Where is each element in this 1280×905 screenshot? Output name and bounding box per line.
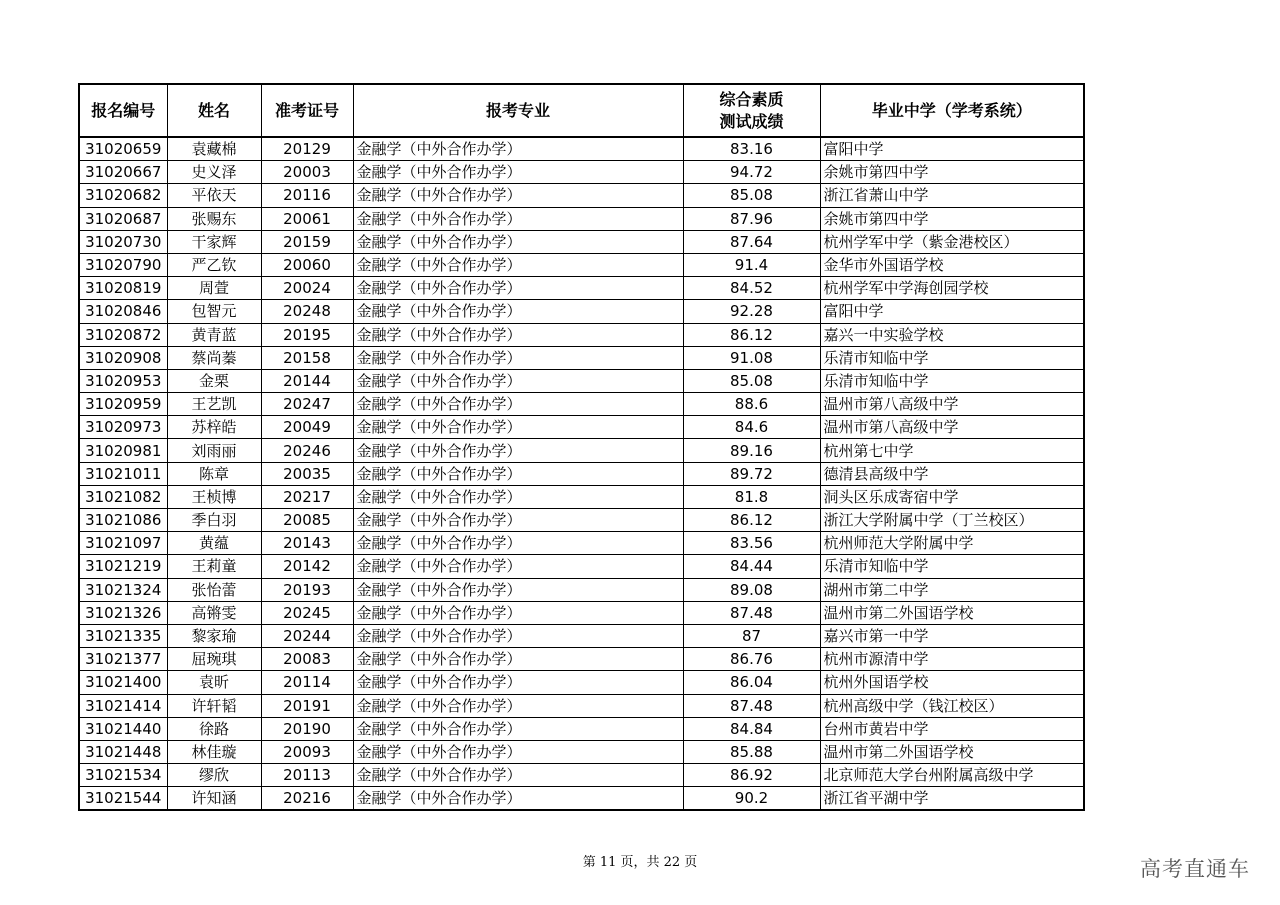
cell-score: 91.4	[683, 253, 820, 276]
cell-high-school: 温州市第二外国语学校	[820, 740, 1084, 763]
cell-registration-id: 31020872	[79, 323, 167, 346]
cell-registration-id: 31021400	[79, 671, 167, 694]
cell-exam-number: 20216	[261, 787, 353, 811]
header-high-school: 毕业中学（学考系统）	[820, 84, 1084, 137]
cell-registration-id: 31020687	[79, 207, 167, 230]
cell-major: 金融学（中外合作办学）	[353, 207, 683, 230]
table-row	[79, 184, 1084, 207]
cell-registration-id: 31021544	[79, 787, 167, 811]
cell-exam-number: 20129	[261, 137, 353, 161]
cell-exam-number: 20083	[261, 648, 353, 671]
table-header-row	[79, 84, 1084, 137]
cell-registration-id: 31020730	[79, 230, 167, 253]
table-row	[79, 532, 1084, 555]
cell-exam-number: 20024	[261, 277, 353, 300]
cell-registration-id: 31020959	[79, 393, 167, 416]
cell-name: 严乙钦	[167, 253, 261, 276]
cell-exam-number: 20190	[261, 717, 353, 740]
cell-score: 81.8	[683, 485, 820, 508]
cell-registration-id: 31021534	[79, 764, 167, 787]
cell-name: 张怡蕾	[167, 578, 261, 601]
cell-major: 金融学（中外合作办学）	[353, 323, 683, 346]
cell-name: 高锵雯	[167, 601, 261, 624]
cell-high-school: 温州市第八高级中学	[820, 416, 1084, 439]
table-row	[79, 648, 1084, 671]
cell-registration-id: 31021086	[79, 509, 167, 532]
cell-high-school: 杭州师范大学附属中学	[820, 532, 1084, 555]
cell-major: 金融学（中外合作办学）	[353, 416, 683, 439]
cell-name: 周萱	[167, 277, 261, 300]
cell-name: 林佳璇	[167, 740, 261, 763]
cell-registration-id: 31020981	[79, 439, 167, 462]
cell-exam-number: 20193	[261, 578, 353, 601]
cell-major: 金融学（中外合作办学）	[353, 740, 683, 763]
cell-registration-id: 31021324	[79, 578, 167, 601]
cell-major: 金融学（中外合作办学）	[353, 671, 683, 694]
cell-registration-id: 31020846	[79, 300, 167, 323]
table-row	[79, 787, 1084, 811]
cell-score: 86.12	[683, 509, 820, 532]
table-row	[79, 346, 1084, 369]
table-row	[79, 439, 1084, 462]
cell-score: 86.76	[683, 648, 820, 671]
cell-score: 89.16	[683, 439, 820, 462]
cell-score: 85.88	[683, 740, 820, 763]
cell-score: 90.2	[683, 787, 820, 811]
cell-score: 86.04	[683, 671, 820, 694]
cell-name: 袁藏棉	[167, 137, 261, 161]
cell-score: 87.48	[683, 601, 820, 624]
cell-score: 86.92	[683, 764, 820, 787]
cell-major: 金融学（中外合作办学）	[353, 648, 683, 671]
cell-exam-number: 20060	[261, 253, 353, 276]
cell-name: 王莉童	[167, 555, 261, 578]
cell-major: 金融学（中外合作办学）	[353, 578, 683, 601]
cell-exam-number: 20003	[261, 161, 353, 184]
cell-exam-number: 20244	[261, 624, 353, 647]
cell-registration-id: 31021326	[79, 601, 167, 624]
cell-major: 金融学（中外合作办学）	[353, 346, 683, 369]
cell-exam-number: 20035	[261, 462, 353, 485]
cell-exam-number: 20085	[261, 509, 353, 532]
cell-name: 干家辉	[167, 230, 261, 253]
table-row	[79, 509, 1084, 532]
table-row	[79, 671, 1084, 694]
header-name: 姓名	[167, 84, 261, 137]
cell-major: 金融学（中外合作办学）	[353, 462, 683, 485]
cell-registration-id: 31021448	[79, 740, 167, 763]
cell-major: 金融学（中外合作办学）	[353, 532, 683, 555]
cell-score: 84.52	[683, 277, 820, 300]
cell-major: 金融学（中外合作办学）	[353, 277, 683, 300]
cell-major: 金融学（中外合作办学）	[353, 184, 683, 207]
cell-name: 袁昕	[167, 671, 261, 694]
cell-major: 金融学（中外合作办学）	[353, 393, 683, 416]
cell-name: 张赐东	[167, 207, 261, 230]
table-row	[79, 369, 1084, 392]
cell-name: 刘雨丽	[167, 439, 261, 462]
cell-score: 83.56	[683, 532, 820, 555]
table-row	[79, 207, 1084, 230]
cell-registration-id: 31020667	[79, 161, 167, 184]
cell-name: 平依天	[167, 184, 261, 207]
table-row	[79, 230, 1084, 253]
cell-high-school: 富阳中学	[820, 300, 1084, 323]
cell-score: 86.12	[683, 323, 820, 346]
cell-score: 91.08	[683, 346, 820, 369]
cell-name: 王艺凯	[167, 393, 261, 416]
cell-high-school: 乐清市知临中学	[820, 555, 1084, 578]
cell-registration-id: 31021414	[79, 694, 167, 717]
table-row	[79, 601, 1084, 624]
cell-major: 金融学（中外合作办学）	[353, 717, 683, 740]
cell-high-school: 杭州高级中学（钱江校区）	[820, 694, 1084, 717]
cell-score: 84.6	[683, 416, 820, 439]
cell-score: 88.6	[683, 393, 820, 416]
header-exam-number: 准考证号	[261, 84, 353, 137]
cell-exam-number: 20093	[261, 740, 353, 763]
admission-score-table	[78, 83, 1085, 811]
cell-major: 金融学（中外合作办学）	[353, 300, 683, 323]
cell-high-school: 温州市第八高级中学	[820, 393, 1084, 416]
cell-major: 金融学（中外合作办学）	[353, 439, 683, 462]
cell-score: 87	[683, 624, 820, 647]
cell-major: 金融学（中外合作办学）	[353, 230, 683, 253]
cell-major: 金融学（中外合作办学）	[353, 485, 683, 508]
cell-name: 金栗	[167, 369, 261, 392]
table-row	[79, 161, 1084, 184]
cell-exam-number: 20195	[261, 323, 353, 346]
cell-exam-number: 20159	[261, 230, 353, 253]
cell-name: 黄青蓝	[167, 323, 261, 346]
cell-score: 85.08	[683, 184, 820, 207]
cell-registration-id: 31021377	[79, 648, 167, 671]
table-row	[79, 740, 1084, 763]
cell-high-school: 富阳中学	[820, 137, 1084, 161]
header-score: 综合素质 测试成绩	[683, 84, 820, 137]
cell-major: 金融学（中外合作办学）	[353, 137, 683, 161]
cell-score: 89.72	[683, 462, 820, 485]
table-row	[79, 485, 1084, 508]
table-row	[79, 300, 1084, 323]
cell-high-school: 洞头区乐成寄宿中学	[820, 485, 1084, 508]
table-row	[79, 764, 1084, 787]
cell-registration-id: 31020908	[79, 346, 167, 369]
cell-name: 黎家瑜	[167, 624, 261, 647]
cell-registration-id: 31020953	[79, 369, 167, 392]
cell-high-school: 余姚市第四中学	[820, 161, 1084, 184]
cell-high-school: 浙江省平湖中学	[820, 787, 1084, 811]
cell-score: 84.44	[683, 555, 820, 578]
cell-major: 金融学（中外合作办学）	[353, 624, 683, 647]
cell-exam-number: 20061	[261, 207, 353, 230]
cell-name: 王桢博	[167, 485, 261, 508]
cell-major: 金融学（中外合作办学）	[353, 253, 683, 276]
table-row	[79, 694, 1084, 717]
cell-high-school: 杭州学军中学（紫金港校区）	[820, 230, 1084, 253]
table-row	[79, 578, 1084, 601]
table-row	[79, 137, 1084, 161]
cell-registration-id: 31021219	[79, 555, 167, 578]
cell-name: 屈琬琪	[167, 648, 261, 671]
cell-high-school: 金华市外国语学校	[820, 253, 1084, 276]
cell-name: 陈章	[167, 462, 261, 485]
cell-high-school: 杭州第七中学	[820, 439, 1084, 462]
cell-exam-number: 20113	[261, 764, 353, 787]
cell-high-school: 余姚市第四中学	[820, 207, 1084, 230]
table-row	[79, 393, 1084, 416]
cell-high-school: 湖州市第二中学	[820, 578, 1084, 601]
cell-high-school: 杭州外国语学校	[820, 671, 1084, 694]
cell-exam-number: 20114	[261, 671, 353, 694]
cell-name: 缪欣	[167, 764, 261, 787]
cell-high-school: 杭州市源清中学	[820, 648, 1084, 671]
cell-score: 85.08	[683, 369, 820, 392]
cell-registration-id: 31021440	[79, 717, 167, 740]
table-row	[79, 253, 1084, 276]
cell-exam-number: 20245	[261, 601, 353, 624]
cell-registration-id: 31020973	[79, 416, 167, 439]
cell-exam-number: 20217	[261, 485, 353, 508]
header-major: 报考专业	[353, 84, 683, 137]
cell-registration-id: 31021335	[79, 624, 167, 647]
cell-score: 92.28	[683, 300, 820, 323]
cell-major: 金融学（中外合作办学）	[353, 764, 683, 787]
cell-score: 83.16	[683, 137, 820, 161]
cell-exam-number: 20248	[261, 300, 353, 323]
table-row	[79, 323, 1084, 346]
cell-exam-number: 20247	[261, 393, 353, 416]
cell-major: 金融学（中外合作办学）	[353, 555, 683, 578]
cell-registration-id: 31021011	[79, 462, 167, 485]
cell-name: 蔡尚蓁	[167, 346, 261, 369]
cell-name: 季白羽	[167, 509, 261, 532]
watermark-text: 高考直通车	[1140, 857, 1250, 881]
cell-high-school: 乐清市知临中学	[820, 369, 1084, 392]
cell-name: 黄蕴	[167, 532, 261, 555]
cell-score: 87.96	[683, 207, 820, 230]
cell-high-school: 德清县高级中学	[820, 462, 1084, 485]
cell-exam-number: 20049	[261, 416, 353, 439]
cell-exam-number: 20191	[261, 694, 353, 717]
table-row	[79, 416, 1084, 439]
table-row	[79, 462, 1084, 485]
cell-exam-number: 20144	[261, 369, 353, 392]
table-row	[79, 624, 1084, 647]
cell-registration-id: 31020659	[79, 137, 167, 161]
cell-major: 金融学（中外合作办学）	[353, 601, 683, 624]
cell-high-school: 温州市第二外国语学校	[820, 601, 1084, 624]
cell-name: 史义泽	[167, 161, 261, 184]
cell-high-school: 北京师范大学台州附属高级中学	[820, 764, 1084, 787]
cell-score: 87.48	[683, 694, 820, 717]
cell-name: 许知涵	[167, 787, 261, 811]
cell-score: 84.84	[683, 717, 820, 740]
cell-high-school: 浙江大学附属中学（丁兰校区）	[820, 509, 1084, 532]
cell-high-school: 嘉兴一中实验学校	[820, 323, 1084, 346]
cell-high-school: 乐清市知临中学	[820, 346, 1084, 369]
cell-major: 金融学（中外合作办学）	[353, 787, 683, 811]
table-row	[79, 555, 1084, 578]
cell-name: 许轩韬	[167, 694, 261, 717]
cell-score: 89.08	[683, 578, 820, 601]
cell-registration-id: 31021082	[79, 485, 167, 508]
table-row	[79, 717, 1084, 740]
cell-high-school: 嘉兴市第一中学	[820, 624, 1084, 647]
cell-name: 徐路	[167, 717, 261, 740]
cell-exam-number: 20142	[261, 555, 353, 578]
cell-registration-id: 31020790	[79, 253, 167, 276]
cell-major: 金融学（中外合作办学）	[353, 694, 683, 717]
cell-high-school: 浙江省萧山中学	[820, 184, 1084, 207]
cell-major: 金融学（中外合作办学）	[353, 369, 683, 392]
cell-major: 金融学（中外合作办学）	[353, 509, 683, 532]
cell-registration-id: 31021097	[79, 532, 167, 555]
table-row	[79, 277, 1084, 300]
page-number: 第 11 页，共 22 页	[582, 855, 698, 870]
cell-exam-number: 20246	[261, 439, 353, 462]
cell-exam-number: 20143	[261, 532, 353, 555]
cell-score: 94.72	[683, 161, 820, 184]
cell-major: 金融学（中外合作办学）	[353, 161, 683, 184]
cell-name: 苏梓皓	[167, 416, 261, 439]
cell-name: 包智元	[167, 300, 261, 323]
cell-score: 87.64	[683, 230, 820, 253]
cell-exam-number: 20158	[261, 346, 353, 369]
header-registration-id: 报名编号	[79, 84, 167, 137]
cell-high-school: 台州市黄岩中学	[820, 717, 1084, 740]
cell-registration-id: 31020682	[79, 184, 167, 207]
cell-registration-id: 31020819	[79, 277, 167, 300]
cell-high-school: 杭州学军中学海创园学校	[820, 277, 1084, 300]
cell-exam-number: 20116	[261, 184, 353, 207]
